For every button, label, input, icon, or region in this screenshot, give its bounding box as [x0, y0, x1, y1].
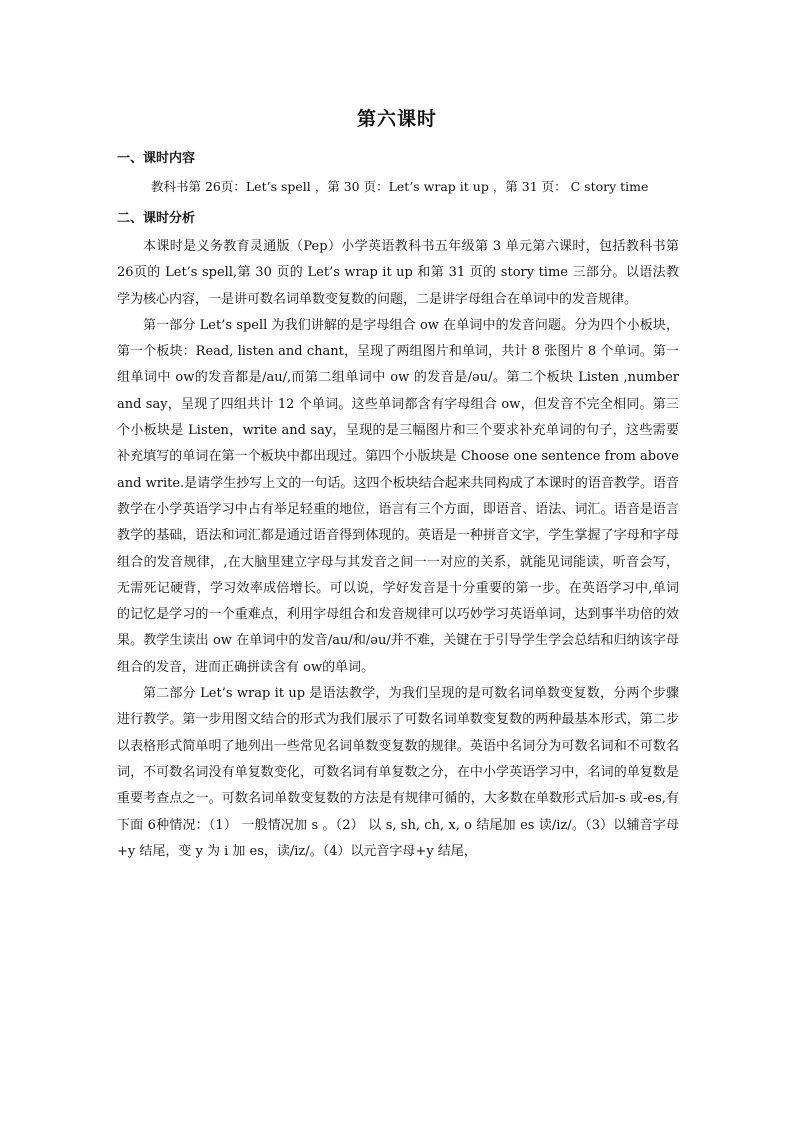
paragraph-wrap-it-up: 第二部分 Let’s wrap it up 是语法教学，为我们呈现的是可数名词单数变复数，分两个步骤进行教学。第一步用图文结合的形式为我们展示了可数名词单数变复数的两种最基本形式，第二步以表格形式简单明了地列出一些常见名词单数变复数的规律。英语中名词分为可数名词和不可数名词，不可数名词没有单复数变化，可数名词有单复数之分，在中小学英语学习中，名词的单复数是重要考查点之一。可数名词单数变复数的方法是有规律可循的，大多数在单数形式后加-s 或-es,有下面 6种情况：（1） 一般情况加 s 。（2） 以 s, sh, ch, x, o 结尾加 es 读/iz/。（3）以辅音字母+y 结尾，变 y 为 i 加 es，读/iz/。（4）以元音字母+y 结尾，: [117, 686, 679, 859]
lesson-content-line: 教科书第 26页：Let’s spell ，第 30 页：Let’s wrap it up ，第 31 页： C story time: [151, 179, 649, 194]
section-heading-content: 一、课时内容: [117, 151, 196, 166]
paragraph-intro: 本课时是义务教育灵通版（Pep）小学英语教科书五年级第 3 单元第六课时，包括教科书第 26页的 Let’s spell,第 30 页的 Let’s wrap it up 和第 31 页的 story time 三部分。以语法教学为核心内容，一是讲可数名词单数变复数的问题，二是讲字母组合在单词中的发音规律。: [117, 239, 679, 307]
paragraph-lets-spell: 第一部分 Let’s spell 为我们讲解的是字母组合 ow 在单词中的发音问题。分为四个小板块，第一个板块：Read, listen and chant，呈现了两组图片和单词，共计 8 张图片 8 个单词。第一组单词中 ow的发音都是/au/,而第二组单词中 ow 的发音是/əu/。第二个板块 Listen ,number and say，呈现了四组共计 12 个单词。这些单词都含有字母组合 ow，但发音不完全相同。第三个小板块是 Listen，write and say，呈现的是三幅图片和三个要求补充单词的句子，这些需要补充填写的单词在第一个板块中都出现过。第四个小版块是 Choose one sentence from above and write.是请学生抄写上文的一句话。这四个板块结合起来共同构成了本课时的语音教学。语音教学在小学英语学习中占有举足轻重的地位，语言有三个方面，即语音、语法、词汇。语音是语言教学的基础，语法和词汇都是通过语音得到体现的。英语是一种拼音文字，学生掌握了字母和字母组合的发音规律，,在大脑里建立字母与其发音之间一一对应的关系，就能见词能读，听音会写，无需死记硬背，学习效率成倍增长。可以说，学好发音是十分重要的第一步。在英语学习中,单词的记忆是学习的一个重难点，利用字母组合和发音规律可以巧妙学习英语单词，达到事半功倍的效果。教学生读出 ow 在单词中的发音/au/和/əu/并不难，关键在于引导学生学会总结和归纳该字母组合的发音，进而正确拼读含有 ow的单词。: [117, 317, 679, 675]
page-title: 第六课时: [356, 108, 437, 130]
section-heading-analysis: 二、课时分析: [117, 211, 196, 226]
analysis-body: [117, 234, 679, 865]
